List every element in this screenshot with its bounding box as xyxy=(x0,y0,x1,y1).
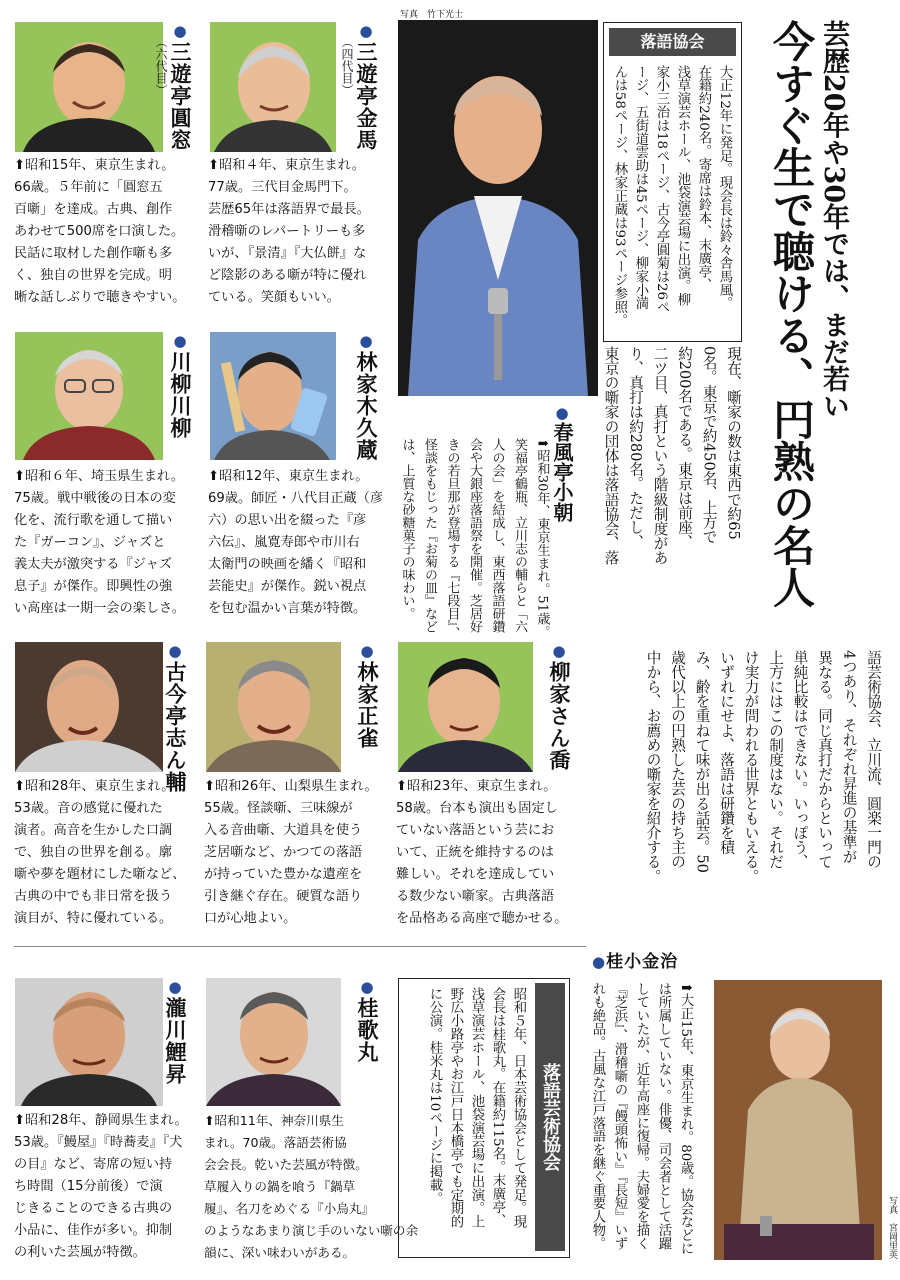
bio-shinsuke: ⬆昭和28年、東京生まれ。 53歳。音の感覚に優れた 演者。高音を生かした口調 で、独自の世界を創る。廓 噺や夢を題材にした噺など、 古典の中でも非日常を扱う 演目が、特に優れている。 xyxy=(14,779,186,926)
name-shojaku: ●林家正雀 xyxy=(355,642,380,749)
name-sankyo: ●柳家さん喬 xyxy=(547,642,572,771)
photo-rissho xyxy=(15,978,163,1106)
title-line2: 今すぐ生で聴ける、円熟の名人 xyxy=(767,20,816,608)
photo-koasa xyxy=(398,20,598,396)
name-kinba: ●三遊亭金馬 xyxy=(354,22,379,151)
association1-title: 落語協会 xyxy=(609,28,736,56)
photo-ensou xyxy=(15,22,163,152)
photo-sankyo xyxy=(398,642,533,772)
name-ensou: ●三遊亭圓窓 xyxy=(168,22,193,151)
lead-text-lower: 語芸術協会、立川流、圓楽一門の 4つあり、それぞれ昇進の基準が 異なる。同じ真打だからといって 単純比較はできない。いっぽう、 上方にはこの制度はない。それだ け実力が問われる世界ともいえる。 いずれにせよ、落語は研鑽を積 み、齢を重ねて味が出る話芸。50 歳代以上の円熟した芸の持ち主の 中から、お薦めの噺家を紹介する。 xyxy=(644,650,882,884)
photo-kokinji xyxy=(714,980,882,1260)
photo-kinba xyxy=(210,22,336,152)
section-divider xyxy=(14,946,586,947)
association2-text: 昭和５年、日本芸術協会として発足。現 会長は桂歌丸。在籍約115名。末廣亭、 浅草演芸ホール、池袋演芸場に出演。上 野広小路亭やお江戸日本橋亭でも定期的 に公演。桂米丸は10ページに掲載。 xyxy=(427,987,526,1229)
generation-kinba: （四代目） xyxy=(340,36,354,96)
title-line1: 芸歴20年や30年では、まだ若い xyxy=(818,20,849,420)
bio-sankyo: ⬆昭和23年、東京生まれ。 58歳。台本も演出も固定し ていない落語という芸にお いて、正統を維持するのは 難しい。それを達成してい る数少ない噺家。古典落語 を品格ある高座で聴かせる。 xyxy=(396,779,568,926)
bio-koasa: ⬆昭和30年、東京生まれ。51歳。 笑福亭鶴瓶、立川志の輔らと「六 人の会」を結成し、東西落語研鑽 会や大銀座落語祭を開催。芝居好 きの若旦那が登場する『七段目』、 怪談をもじった『お菊の皿』など は、上質な砂糖菓子の味わい。 xyxy=(399,438,550,640)
bio-senryu: ⬆昭和６年、埼玉県生まれ。 75歳。戦中戦後の日本の変 化を、流行歌を通して描い た『ガーコン』、ジャズと 義太夫が激突する『ジャズ 息子』が傑作。即興性の強 い高座は一期一会の楽しさ。 xyxy=(14,469,185,616)
bio-ensou: ⬆昭和15年、東京生まれ。 66歳。５年前に「圓窓五 百噺」を達成。古典、創作 あわせて500席を口演した。 民話に取材した創作噺も多 く、独自の世界を完成。明 晰な話しぶりで聴きやすい。 xyxy=(14,158,186,305)
bio-utamaru: ⬆昭和11年、神奈川県生 まれ。70歳。落語芸術協 会会長。乾いた芸風が特徴。 草履入りの鍋を喰う『鍋草 履』、名刀をめぐる『小烏丸』 のようなあまり演じ手のいない噺の余 韻に、深い味わいがある。 xyxy=(204,1113,419,1260)
photo-kikuzo xyxy=(210,332,336,460)
photo-shojaku xyxy=(206,642,341,772)
bio-kokinji: ⬆大正15年、東京生まれ。80歳。協会などに は所属していない。俳優、司会者として活躍 していたが、近年高座に復帰。夫婦愛を描く 『芝浜』、滑稽噺の『饅頭怖い』『長短』いず れも絶品。古風な江戸落語を継ぐ重要人物。 xyxy=(590,982,693,1256)
association1-box xyxy=(603,22,742,342)
association2-title: 落語芸術協会 xyxy=(535,983,565,1251)
association2-box xyxy=(398,978,570,1258)
bio-kikuzo: ⬆昭和12年、東京生まれ。 69歳。師匠・八代目正蔵（彦 六）の思い出を綴った『彦 六伝』、嵐寛寿郎や市川右 太衛門の映画を繙く『昭和 芸能史』が傑作。鋭い視点 を包む温かい言葉が特徴。 xyxy=(208,469,384,616)
name-shinsuke: ●古今亭志ん輔 xyxy=(163,642,188,793)
name-utamaru: ●桂歌丸 xyxy=(355,978,380,1063)
lead-text-upper: 現在、噺家の数は東西で約65 0名。東京で約450名、上方で 約200名である。東京は前座、 二ツ目、真打という階級制度があ り、真打は約280名。ただし、 東京の噺家の団体は落語協会、落 xyxy=(602,346,742,565)
name-rissho: ●瀧川鯉昇 xyxy=(163,978,188,1085)
name-kikuzo: ●林家木久蔵 xyxy=(354,332,379,461)
name-kokinji: ●桂小金治 xyxy=(592,952,679,972)
photo-utamaru xyxy=(206,978,341,1106)
generation-ensou: （六代目） xyxy=(154,36,168,96)
name-koasa: ●春風亭小朝 xyxy=(550,404,574,522)
bio-kinba: ⬆昭和４年、東京生まれ。 77歳。三代目金馬門下。 芸歴65年は落語界で最長。 滑稽噺のレパートリーも多 いが、『景清』『大仏餅』な ど陰影のある噺が特に優れ ている。笑顔もいい。 xyxy=(208,158,370,305)
name-senryu: ●川柳川柳 xyxy=(168,332,193,439)
photo-credit-bottom: 写真 宮岡里英 xyxy=(887,1196,897,1259)
photo-senryu xyxy=(15,332,163,460)
association1-text: 大正12年に発足。現会長は鈴々舎馬風。 在籍約240名。寄席は鈴本、末廣亭、 浅草演芸ホール、池袋演芸場に出演。柳 家小三治は18ページ、古今亭圓菊は26ペ ージ、五街道雲助は45ページ、柳家小満 んは58ページ、林家正蔵は93ページ参照。 xyxy=(612,65,732,327)
photo-credit-top: 写真 竹下光士 xyxy=(400,10,464,20)
bio-shojaku: ⬆昭和26年、山梨県生まれ。 55歳。怪談噺、三味線が 入る音曲噺、大道具を使う 芝居噺など、かつての落語 が持っていた豊かな遺産を 引き継ぐ存在。硬質な語り 口が心地よい。 xyxy=(204,779,378,926)
bio-rissho: ⬆昭和28年、静岡県生まれ。 53歳。『鰻屋』『時蕎麦』『犬 の目』など、寄席の短い持 ち時間（15分前後）で演 じきることのできる古典の 小品に、佳作が多い。抑制 の利いた芸風が特徴。 xyxy=(14,1113,188,1260)
photo-shinsuke xyxy=(15,642,163,772)
